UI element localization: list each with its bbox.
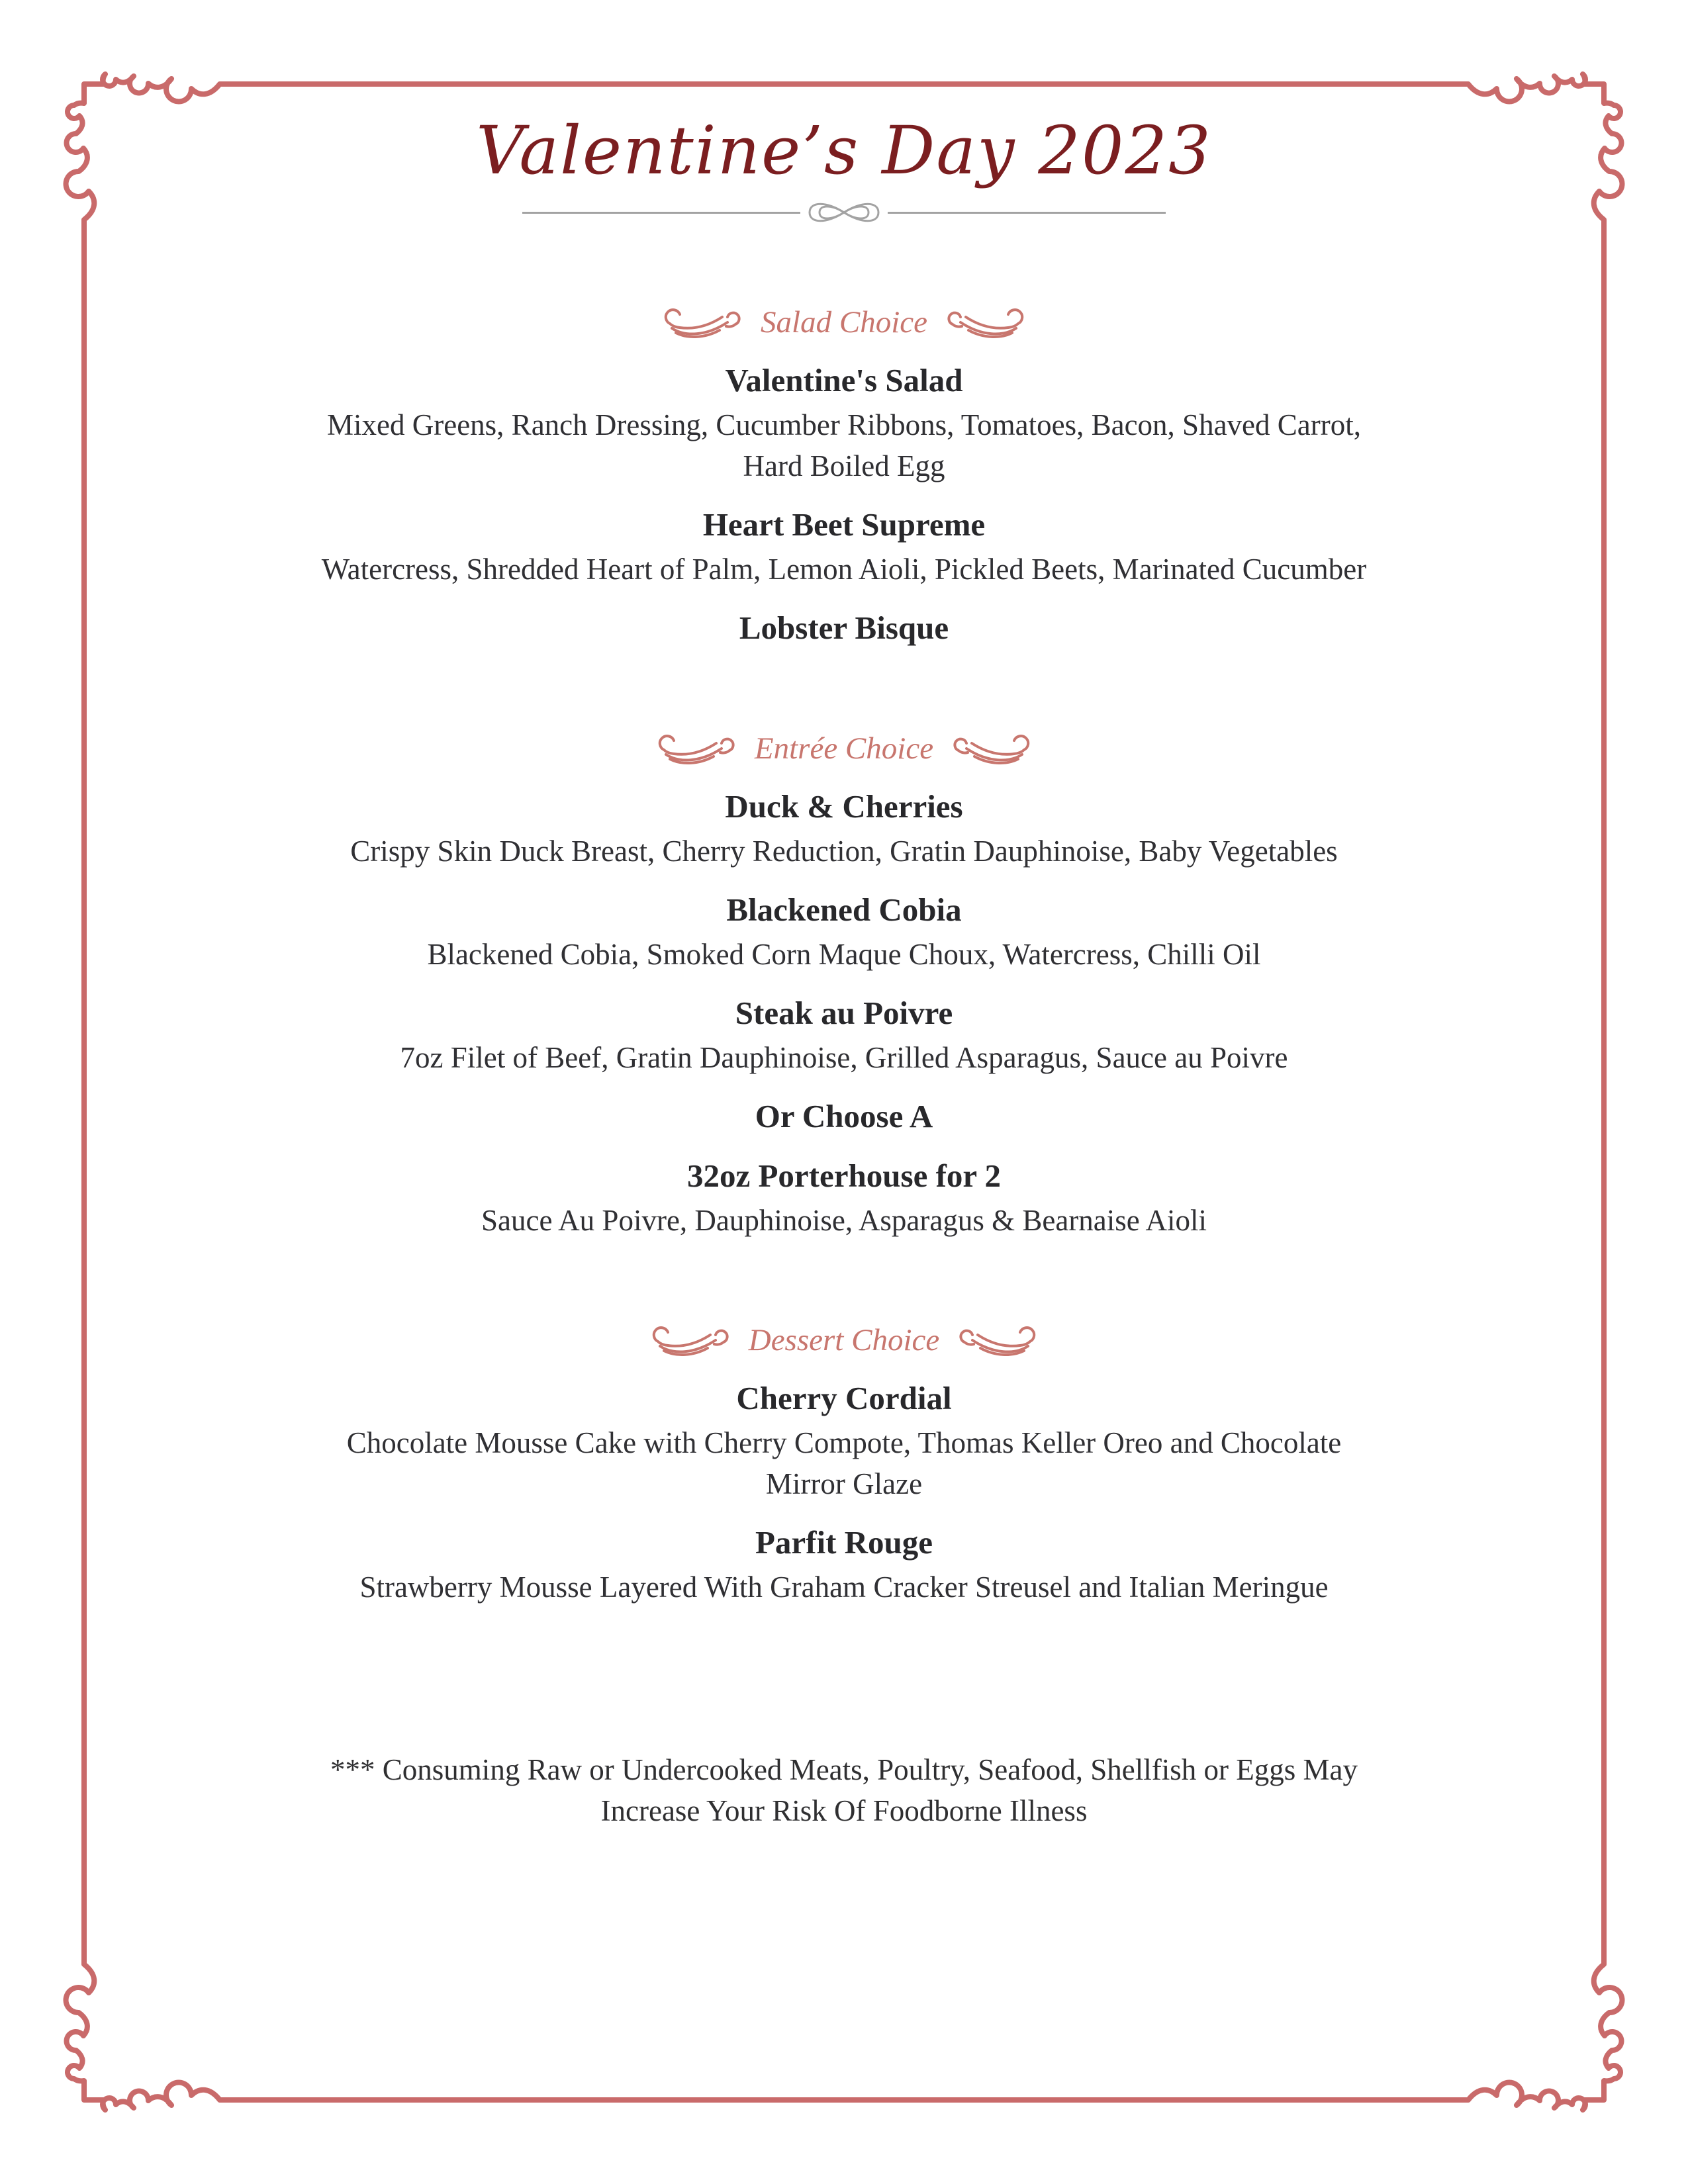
divider-rule-left — [522, 212, 800, 214]
menu-item-name: Lobster Bisque — [739, 610, 949, 646]
menu-item-name: Blackened Cobia — [726, 891, 962, 928]
section-label: Salad Choice — [761, 305, 927, 340]
menu-item-description — [0, 934, 1688, 975]
divider-rule-right — [888, 212, 1166, 214]
menu-item-name: Steak au Poivre — [735, 995, 953, 1031]
menu-item-description — [0, 1567, 1688, 1608]
section-entree — [0, 729, 1688, 1241]
menu-item-name: Duck & Cherries — [725, 788, 963, 825]
menu-item-description — [0, 1037, 1688, 1078]
menu-item-description — [0, 1200, 1688, 1241]
description-line: Mixed Greens, Ranch Dressing, Cucumber Ribbons, Tomatoes, Bacon, Shaved Carrot, — [327, 408, 1361, 441]
title-divider — [0, 197, 1688, 228]
section-salad — [0, 302, 1688, 649]
menu-item-name: Cherry Cordial — [736, 1380, 952, 1416]
disclaimer-line: Increase Your Risk Of Foodborne Illness — [600, 1794, 1088, 1827]
page-title: Valentine’s Day 2023 — [476, 112, 1212, 189]
disclaimer — [0, 1749, 1688, 1831]
menu-item — [0, 1522, 1688, 1608]
menu-item-name: Heart Beet Supreme — [702, 506, 986, 543]
menu-item — [0, 992, 1688, 1078]
menu-item — [0, 1095, 1688, 1138]
description-line: Hard Boiled Egg — [743, 449, 945, 482]
section-header — [0, 302, 1688, 342]
description-line: Watercress, Shredded Heart of Palm, Lemon Aioli, Pickled Beets, Marinated Cucumber — [321, 553, 1367, 586]
description-line: Mirror Glaze — [765, 1467, 923, 1500]
menu-item — [0, 889, 1688, 975]
description-line: Chocolate Mousse Cake with Cherry Compote, Thomas Keller Oreo and Chocolate — [346, 1426, 1342, 1459]
menu-item-description — [0, 549, 1688, 590]
menu-item-description — [0, 404, 1688, 486]
section-label: Entrée Choice — [754, 731, 934, 766]
menu-item — [0, 1377, 1688, 1504]
flourish-right-icon — [959, 1324, 1039, 1356]
section-dessert — [0, 1320, 1688, 1608]
description-line: 7oz Filet of Beef, Gratin Dauphinoise, Grilled Asparagus, Sauce au Poivre — [400, 1041, 1288, 1074]
divider-knot-icon — [804, 197, 884, 228]
description-line: Blackened Cobia, Smoked Corn Maque Choux, Watercress, Chilli Oil — [427, 938, 1261, 971]
flourish-left-icon — [655, 733, 735, 764]
corner-flourish-icon — [66, 1938, 246, 2110]
section-header — [0, 1320, 1688, 1360]
menu-item-name: Valentine's Salad — [725, 362, 963, 398]
description-line: Crispy Skin Duck Breast, Cherry Reduction, Gratin Dauphinoise, Baby Vegetables — [350, 835, 1338, 868]
disclaimer-line: *** Consuming Raw or Undercooked Meats, Poultry, Seafood, Shellfish or Eggs May — [330, 1753, 1358, 1786]
menu-item-name: Or Choose A — [755, 1098, 933, 1134]
flourish-left-icon — [649, 1324, 729, 1356]
menu-item — [0, 1155, 1688, 1241]
flourish-right-icon — [953, 733, 1033, 764]
flourish-right-icon — [947, 306, 1027, 338]
menu-item — [0, 504, 1688, 590]
menu-item — [0, 359, 1688, 486]
flourish-left-icon — [661, 306, 741, 338]
menu-item-name: Parfit Rouge — [755, 1524, 933, 1561]
section-header — [0, 729, 1688, 768]
section-label: Dessert Choice — [748, 1323, 940, 1357]
description-line: Strawberry Mousse Layered With Graham Cracker Streusel and Italian Meringue — [359, 1570, 1329, 1604]
menu-item — [0, 786, 1688, 872]
description-line: Sauce Au Poivre, Dauphinoise, Asparagus & Bearnaise Aioli — [481, 1204, 1207, 1237]
corner-flourish-icon — [1442, 1938, 1622, 2110]
menu-item-description — [0, 1422, 1688, 1504]
menu-item — [0, 607, 1688, 649]
menu-item-name: 32oz Porterhouse for 2 — [687, 1158, 1001, 1194]
menu-item-description — [0, 831, 1688, 872]
